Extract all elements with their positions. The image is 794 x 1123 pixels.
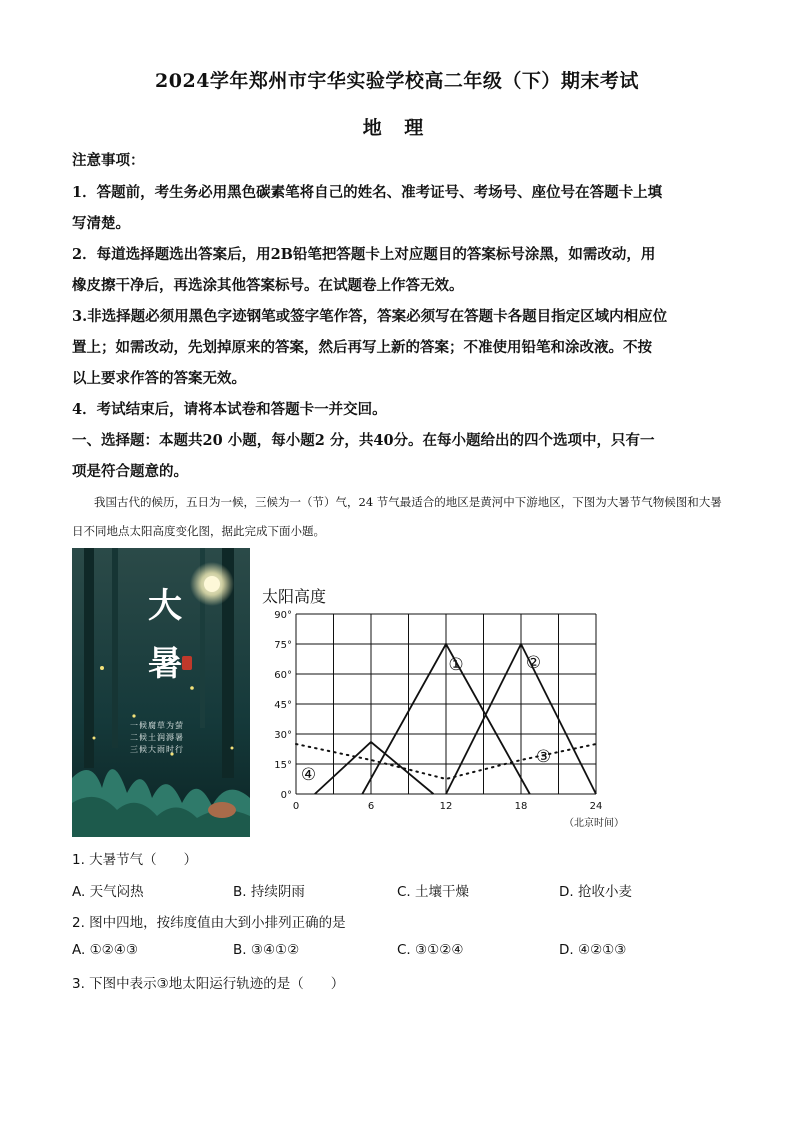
notice-line: 2．每道选择题选出答案后，用2B铅笔把答题卡上对应题目的答案标号涂黑，如需改动，用 <box>72 246 656 263</box>
question-intro: 我国古代的候历，五日为一候，三候为一（节）气，24 节气最适合的地区是黄河中下游地区，下图为大暑节气物候图和大暑日不同地点太阳高度变化图，据此完成下面小题。 <box>72 495 722 538</box>
sun-altitude-chart <box>258 584 638 836</box>
y-tick-label: 45° <box>274 700 292 711</box>
notice-line: 4．考试结束后，请将本试卷和答题卡一并交回。 <box>72 401 387 418</box>
section-heading: 一、选择题：本题共20 小题，每小题2 分，共40分。在每小题给出的四个选项中，只有一 <box>72 432 655 449</box>
notice-line: 置上；如需改动，先划掉原来的答案，然后再写上新的答案；不准使用铅笔和涂改液。不按 <box>72 339 652 356</box>
x-tick-label: 0 <box>292 801 300 812</box>
subject-title: 地 理 <box>362 117 432 139</box>
notice-line: 写清楚。 <box>72 215 130 232</box>
y-tick-label: 75° <box>274 640 292 651</box>
notice-line: 1．答题前，考生务必用黑色碳素笔将自己的姓名、准考证号、考场号、座位号在答题卡上填 <box>72 184 663 201</box>
chart-title: 太阳高度 <box>262 587 327 606</box>
series-label: ② <box>525 653 542 673</box>
poster-title-char: 大 <box>148 586 182 626</box>
poster-phenology-line: 二候土润溽暑 <box>130 733 184 742</box>
notice-line: 以上要求作答的答案无效。 <box>72 370 246 387</box>
seal-icon <box>182 656 192 670</box>
x-tick-label: 18 <box>514 801 528 812</box>
dashu-poster <box>72 548 250 837</box>
x-tick-label: 24 <box>589 801 603 812</box>
y-tick-label: 15° <box>274 760 292 771</box>
question-stem: 3. 下图中表示③地太阳运行轨迹的是（ ） <box>72 976 345 992</box>
notice-line: 橡皮擦干净后，再选涂其他答案标号。在试题卷上作答无效。 <box>72 277 464 294</box>
poster-title-char: 暑 <box>148 644 182 684</box>
y-tick-label: 0° <box>280 790 292 801</box>
option-d: D. 抢收小麦 <box>559 884 632 900</box>
series-line <box>315 742 434 794</box>
x-axis-label: （北京时间） <box>564 818 624 829</box>
x-tick-label: 12 <box>439 801 453 812</box>
exam-title: 2024学年郑州市宇华实验学校高二年级（下）期末考试 <box>155 70 639 92</box>
poster-phenology-line: 三候大雨时行 <box>130 745 184 754</box>
option-b: B. ③④①② <box>233 942 300 958</box>
y-tick-label: 90° <box>274 610 292 621</box>
poster-phenology-line: 一候腐草为萤 <box>130 721 184 730</box>
series-label: ④ <box>300 765 317 785</box>
y-tick-label: 60° <box>274 670 292 681</box>
option-b: B. 持续阴雨 <box>233 884 305 900</box>
option-a: A. ①②④③ <box>72 942 138 958</box>
notice-heading: 注意事项： <box>72 152 145 169</box>
notice-line: 3.非选择题必须用黑色字迹钢笔或签字笔作答，答案必须写在答题卡各题目指定区域内相应位 <box>72 308 668 325</box>
option-d: D. ④②①③ <box>559 942 627 958</box>
series-label: ③ <box>535 747 552 767</box>
y-tick-label: 30° <box>274 730 292 741</box>
x-tick-label: 6 <box>367 801 375 812</box>
option-c: C. 土壤干燥 <box>397 884 470 900</box>
option-c: C. ③①②④ <box>397 942 464 958</box>
series-label: ① <box>448 655 464 675</box>
option-a: A. 天气闷热 <box>72 884 144 900</box>
question-stem: 1. 大暑节气（ ） <box>72 852 198 868</box>
question-stem: 2. 图中四地，按纬度值由大到小排列正确的是 <box>72 915 346 931</box>
section-heading-cont: 项是符合题意的。 <box>72 463 188 480</box>
